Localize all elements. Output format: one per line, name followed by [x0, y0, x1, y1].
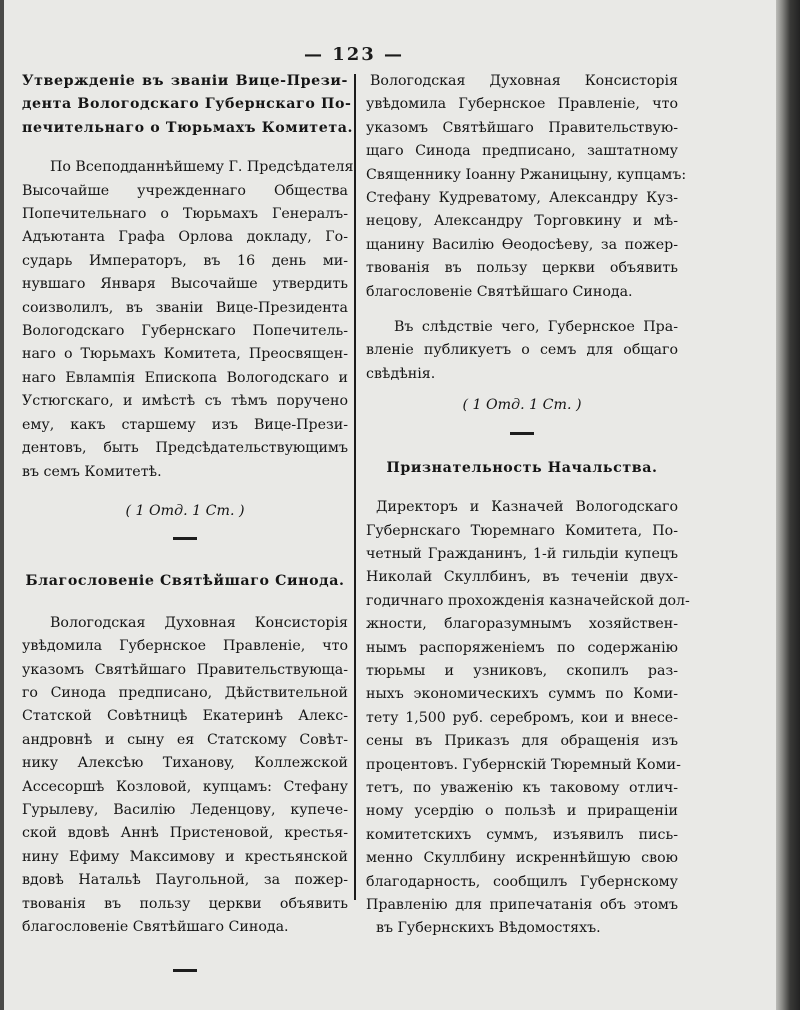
text-line: Стефану Кудреватому, Александру Куз- [366, 190, 678, 207]
text-line: Ассесоршѣ Козловой, купцамъ: Стефану [22, 778, 348, 795]
text-line: Священнику Іоанну Ржаницыну, купцамъ: [366, 166, 687, 183]
text-line: вдовѣ Натальѣ Паугольной, за пожер- [22, 872, 348, 889]
text-line: тетъ, по уваженію къ таковому отлич- [366, 779, 678, 796]
text-line: твованія въ пользу церкви объявить [366, 260, 678, 277]
section-heading-blessing: Благословеніе Святѣйшаго Синода. [25, 573, 345, 590]
text-line: нику Алексѣю Тихановy, Коллежской [22, 755, 348, 772]
text-line: Вологодскаго Губернскаго Попечитель- [22, 323, 348, 340]
text-line: благословеніе Святѣйшаго Синода. [366, 283, 633, 300]
text-line: твованія въ пользу церкви объявить [22, 895, 348, 912]
text-line: комитетскихъ суммъ, изъявилъ пись- [366, 826, 678, 843]
text-line: свѣдѣнія. [366, 365, 436, 382]
column-divider [354, 74, 356, 900]
text-line: Гурылеву, Василію Леденцову, купече- [22, 801, 348, 818]
text-line: Устюгскаго, и имѣстѣ съ тѣмъ поручено [22, 393, 348, 410]
text-line: дентовъ, быть Предсѣдательствующимъ [22, 440, 348, 457]
text-line: Статской Совѣтницѣ Екатеринѣ Алекс- [22, 708, 348, 725]
text-line: Вологодская Духовная Консисторія [50, 614, 348, 631]
text-line: андровнѣ и сыну ея Статскому Совѣт- [22, 731, 348, 748]
text-line: Въ слѣдствіе чего, Губернское Пра- [394, 319, 678, 336]
text-line: годичнаго прохожденія казначейской дол- [366, 592, 690, 609]
document-page [4, 0, 776, 1010]
page-number: — 123 — [303, 44, 405, 65]
text-line: процентовъ. Губернскій Тюремный Коми- [366, 756, 681, 773]
right-column [366, 70, 690, 941]
text-line: менно Скуллбину искреннѣйшую свою [366, 850, 678, 867]
text-line: щанину Василію Өеодосѣеву, за пожер- [366, 236, 678, 253]
text-line: Губернскаго Тюремнаго Комитета, По- [366, 522, 678, 539]
text-line: указомъ Святѣйшаго Правительствующа- [22, 661, 348, 678]
heading-line: печительнаго о Тюрьмахъ Комитета. [22, 119, 354, 136]
section-heading-vice-president [22, 70, 354, 140]
text-line: го Синода предписано, Дѣйствительной [22, 684, 348, 701]
paragraph-blessing [22, 612, 348, 940]
text-line: увѣдомила Губернское Правленіе, что [366, 96, 678, 113]
section-dash [510, 432, 534, 435]
text-line: сударь Императоръ, въ 16 день ми- [22, 252, 348, 269]
text-line: нину Ефиму Максимову и крестьянской [22, 848, 348, 865]
text-line: соизволилъ, въ званіи Вице-Президента [22, 299, 348, 316]
text-line: тюрьмы и узниковъ, скопилъ раз- [366, 662, 678, 679]
page-binding-edge [776, 0, 800, 1010]
text-line: указомъ Святѣйшаго Правительствую- [366, 119, 678, 136]
text-line: четный Гражданинъ, 1-й гильдіи купецъ [366, 545, 678, 562]
text-line: благодарность, сообщилъ Губернскому [366, 873, 678, 890]
left-column [22, 70, 354, 1002]
paragraph-blessing-continued [366, 70, 687, 304]
text-line: Адъютанта Графа Орлова докладу, Го- [22, 229, 348, 246]
text-line: нецову, Александру Торговкину и мѣ- [366, 213, 678, 230]
text-line: ской вдовѣ Аннѣ Пристеновой, крестья- [22, 825, 348, 842]
paragraph-gratitude [366, 496, 690, 941]
heading-line: Утвержденіе въ званіи Вице-Прези- [22, 73, 348, 89]
text-line: вленіе публикуетъ о семъ для общаго [366, 342, 678, 359]
source-reference: ( 1 Отд. 1 Ст. ) [125, 502, 245, 519]
text-line: жности, благоразумнымъ хозяйствен- [366, 616, 678, 633]
text-line: наго Евлампія Епископа Вологодскаго и [22, 369, 348, 386]
text-line: нувшаго Января Высочайше утвердить [22, 276, 348, 293]
text-line: благословеніе Святѣйшаго Синода. [22, 919, 289, 935]
text-line: Николай Скуллбинъ, въ теченіи двух- [366, 569, 678, 586]
section-heading-gratitude: Признательность Начальства. [386, 459, 658, 476]
text-line: По Всеподданнѣйшему Г. Предсѣдателя [50, 159, 354, 176]
text-line: сены въ Приказъ для обращенія изъ [366, 733, 678, 750]
section-dash [173, 969, 197, 972]
text-line: ныхъ экономическихъ суммъ по Коми- [366, 686, 678, 703]
paragraph-publication [366, 316, 678, 386]
text-line: щаго Синода предписано, заштатному [366, 143, 678, 160]
text-line: наго о Тюрьмахъ Комитета, Преосвящен- [22, 346, 348, 363]
text-line: ному усердію о пользѣ и приращеніи [366, 803, 678, 820]
section-dash [173, 537, 197, 540]
text-line: въ Губернскихъ Вѣдомостяхъ. [376, 920, 601, 937]
text-line: увѣдомила Губернское Правленіе, что [22, 638, 348, 655]
source-reference: ( 1 Отд. 1 Ст. ) [462, 397, 582, 414]
text-line: Высочайше учрежденнаго Общества [22, 182, 348, 199]
text-line: Вологодская Духовная Консисторія [370, 73, 678, 89]
text-line: тету 1,500 руб. серебромъ, кои и внесе- [366, 709, 678, 726]
text-line: Правленію для припечатанія объ этомъ [366, 897, 678, 913]
heading-line: дента Вологодскаго Губернскаго По- [22, 96, 352, 113]
text-line: ему, какъ старшему изъ Вице-Прези- [22, 416, 348, 433]
text-line: нымъ распоряженіемъ по содержанію [366, 639, 678, 656]
text-line: въ семъ Комитетѣ. [22, 463, 162, 480]
text-line: Директоръ и Казначей Вологодскаго [376, 499, 678, 516]
text-line: Попечительнаго о Тюрьмахъ Генералъ- [22, 206, 348, 223]
paragraph-vice-president [22, 156, 354, 484]
